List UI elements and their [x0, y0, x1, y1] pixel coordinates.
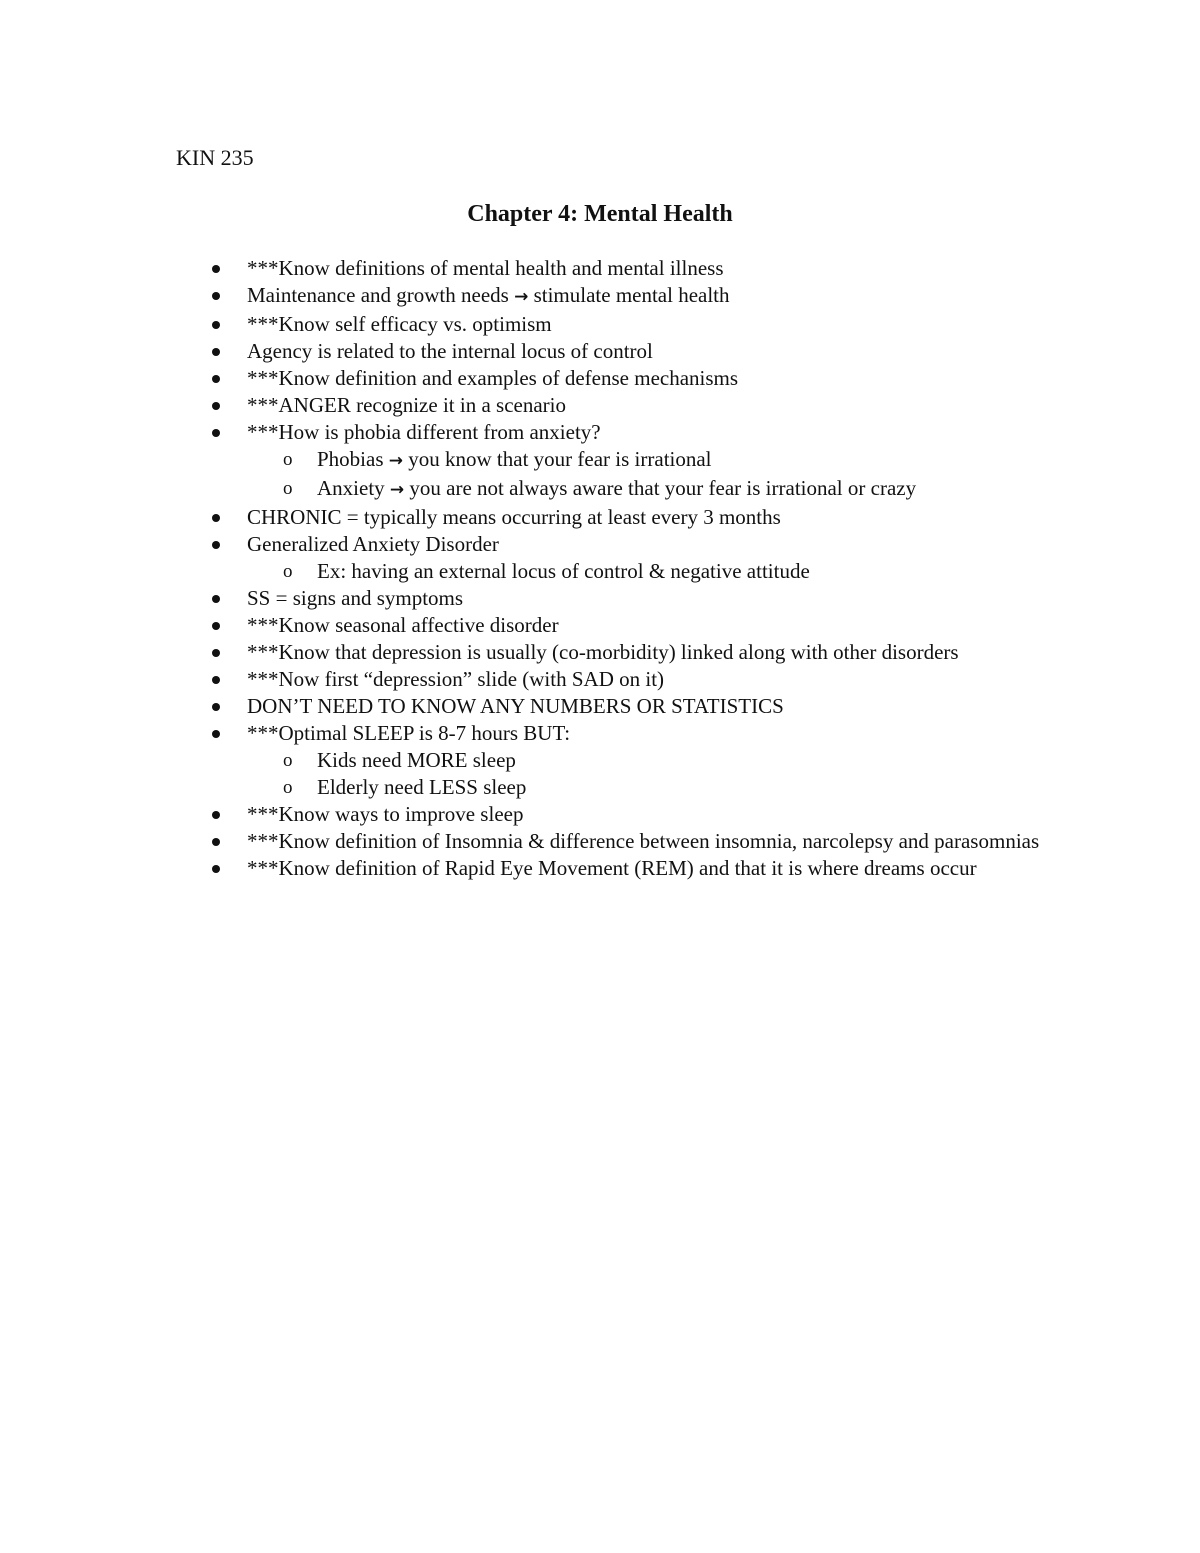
bullet-icon	[212, 730, 220, 738]
sub-item-text-tail: you are not always aware that your fear is irrational or crazy	[404, 476, 917, 500]
sub-list-item	[210, 475, 1040, 504]
bullet-icon	[212, 622, 220, 630]
sub-item-text-tail: you know that your fear is irrational	[403, 447, 712, 471]
list-item	[210, 585, 1040, 612]
sub-item-text: Kids need MORE sleep	[317, 748, 516, 772]
arrow-right-icon: →	[389, 480, 405, 500]
list-item	[210, 255, 1040, 282]
sub-item-text-lead: Anxiety	[317, 476, 390, 500]
list-item	[210, 801, 1040, 828]
sub-item-text: Elderly need LESS sleep	[317, 775, 527, 799]
bullet-icon	[212, 348, 220, 356]
list-item	[210, 693, 1040, 720]
item-text: ***ANGER recognize it in a scenario	[247, 393, 566, 417]
item-text: ***Know seasonal affective disorder	[247, 613, 559, 637]
list-item	[210, 666, 1040, 693]
bullet-icon	[212, 375, 220, 383]
item-text: Generalized Anxiety Disorder	[247, 532, 499, 556]
list-item	[210, 531, 1040, 585]
sub-list	[247, 446, 1040, 504]
bullet-icon	[212, 265, 220, 273]
sub-list-item	[210, 774, 1040, 801]
item-text: ***Know definitions of mental health and mental illness	[247, 256, 724, 280]
list-item	[210, 338, 1040, 365]
sub-list	[247, 558, 1040, 585]
sub-list-item	[210, 558, 1040, 585]
circle-bullet-icon: o	[283, 449, 293, 470]
item-text: ***Know definition of Insomnia & difference between insomnia, narcolepsy and parasomnias	[247, 829, 1040, 853]
bullet-icon	[212, 595, 220, 603]
circle-bullet-icon: o	[283, 478, 293, 499]
bullet-icon	[212, 402, 220, 410]
item-text: Agency is related to the internal locus of control	[247, 339, 653, 363]
list-item	[210, 612, 1040, 639]
notes-list	[210, 255, 1040, 882]
sub-list	[247, 747, 1040, 801]
bullet-icon	[212, 811, 220, 819]
arrow-right-icon: →	[388, 451, 404, 471]
course-code: KIN 235	[176, 145, 254, 170]
sub-item-text-lead: Phobias	[317, 447, 389, 471]
bullet-icon	[212, 429, 220, 437]
list-item	[210, 855, 1040, 882]
item-text-tail: stimulate mental health	[528, 283, 730, 307]
bullet-icon	[212, 703, 220, 711]
list-item	[210, 311, 1040, 338]
item-text-lead: Maintenance and growth needs	[247, 283, 515, 307]
list-item	[210, 282, 1040, 311]
bullet-icon	[212, 292, 220, 300]
list-item	[210, 504, 1040, 531]
circle-bullet-icon: o	[283, 750, 293, 771]
list-item	[210, 828, 1040, 855]
sub-list-item	[210, 446, 1040, 475]
bullet-icon	[212, 541, 220, 549]
list-item	[210, 392, 1040, 419]
item-text: ***Know self efficacy vs. optimism	[247, 312, 552, 336]
sub-item-text: Ex: having an external locus of control & negative attitude	[317, 559, 810, 583]
list-item	[210, 720, 1040, 801]
circle-bullet-icon: o	[283, 777, 293, 798]
bullet-icon	[212, 676, 220, 684]
item-text: ***Know ways to improve sleep	[247, 802, 524, 826]
item-text: ***Know that depression is usually (co-morbidity) linked along with other disorders	[247, 640, 959, 664]
list-item	[210, 365, 1040, 392]
item-text: ***Know definition of Rapid Eye Movement (REM) and that it is where dreams occur	[247, 856, 977, 880]
arrow-right-icon: →	[514, 287, 529, 307]
item-text: CHRONIC = typically means occurring at least every 3 months	[247, 505, 781, 529]
item-text: DON’T NEED TO KNOW ANY NUMBERS OR STATISTICS	[247, 694, 784, 718]
list-item	[210, 639, 1040, 666]
item-text: ***Optimal SLEEP is 8-7 hours BUT:	[247, 721, 571, 745]
page-title: Chapter 4: Mental Health	[467, 201, 733, 227]
bullet-icon	[212, 514, 220, 522]
bullet-icon	[212, 321, 220, 329]
bullet-icon	[212, 838, 220, 846]
circle-bullet-icon: o	[283, 561, 293, 582]
bullet-icon	[212, 865, 220, 873]
list-item	[210, 419, 1040, 504]
item-text: ***Know definition and examples of defense mechanisms	[247, 366, 739, 390]
sub-list-item	[210, 747, 1040, 774]
bullet-icon	[212, 649, 220, 657]
item-text: ***Now first “depression” slide (with SAD on it)	[247, 667, 665, 691]
item-text: ***How is phobia different from anxiety?	[247, 420, 601, 444]
item-text: SS = signs and symptoms	[247, 586, 464, 610]
